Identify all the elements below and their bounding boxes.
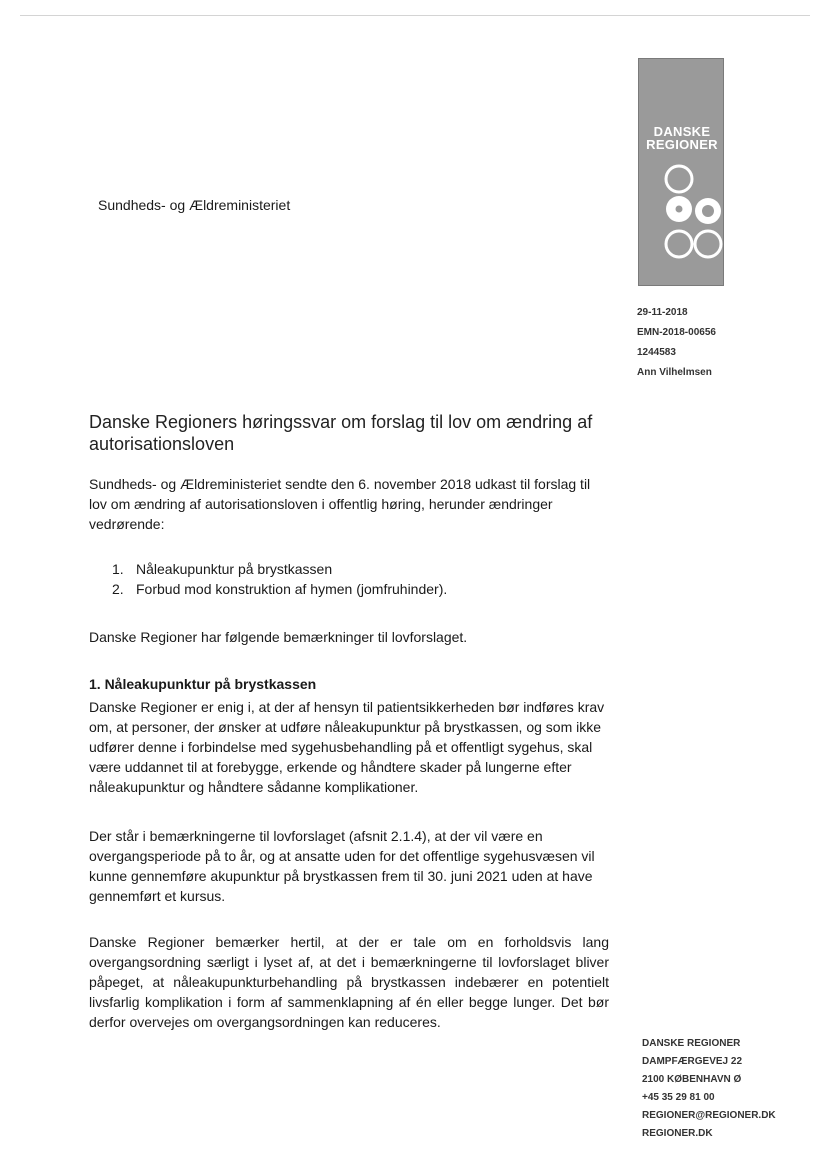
logo-circles-icon xyxy=(639,59,725,287)
list-item-text: Forbud mod konstruktion af hymen (jomfruhinder). xyxy=(136,581,448,597)
topic-list xyxy=(112,559,447,599)
meta-author: Ann Vilhelmsen xyxy=(637,367,712,378)
document-title: Danske Regioners høringssvar om forslag til lov om ændring af autorisationsloven xyxy=(89,412,593,454)
footer-org: DANSKE REGIONER xyxy=(642,1038,741,1049)
remarks-intro: Danske Regioner har følgende bemærkninger til lovforslaget. xyxy=(89,629,468,645)
intro-paragraph: Sundheds- og Ældreministeriet sendte den 6. november 2018 udkast til forslag til lov om ændring af autorisationsloven i offentlig høring, herunder ændringer vedrørende: xyxy=(89,476,591,532)
footer-email: REGIONER@REGIONER.DK xyxy=(642,1110,776,1121)
danske-regioner-logo xyxy=(638,58,724,286)
list-item-number: 1. xyxy=(112,561,124,577)
footer-address xyxy=(642,1035,776,1143)
recipient: Sundheds- og Ældreministeriet xyxy=(98,197,291,213)
meta-case-number: EMN-2018-00656 xyxy=(637,327,716,338)
footer-city: 2100 KØBENHAVN Ø xyxy=(642,1074,742,1085)
section-1-paragraph-3: Danske Regioner bemærker hertil, at der er tale om en forholdsvis lang overgangsordning særligt i lyset af, at det i bemærkningerne til lovforslaget bliver påpeget, at nåleakupunkturbehandling på brystkassen indebærer en potentielt livsfarlig komplikation i form af sammenklapning af én eller begge lunger. Det bør derfor overvejes om overgangsordningen kan reduceres. xyxy=(89,934,609,1030)
footer-street: DAMPFÆRGEVEJ 22 xyxy=(642,1056,743,1067)
section-1-paragraph-2: Der står i bemærkningerne til lovforslaget (afsnit 2.1.4), at der vil være en overgangsperiode på to år, og at ansatte uden for det offentlige sygehusvæsen vil kunne gennemføre akupunktur på brystkassen frem til 30. juni 2021 uden at have gennemført et kursus. xyxy=(89,828,595,904)
list-item-number: 2. xyxy=(112,581,124,597)
meta-date: 29-11-2018 xyxy=(637,307,688,318)
list-item-text: Nåleakupunktur på brystkassen xyxy=(136,561,333,577)
footer-web: REGIONER.DK xyxy=(642,1128,713,1139)
footer-phone: +45 35 29 81 00 xyxy=(642,1092,715,1103)
section-1-paragraph-1: Danske Regioner er enig i, at der af hensyn til patientsikkerheden bør indføres krav om, at personer, der ønsker at udføre nåleakupunktur på brystkassen, og som ikke udfører denne i forbindelse med sygehusbehandling på et offentligt sygehus, skal være uddannet til at forebygge, erkende og håndtere skader på lungerne efter nåleakupunktur og håndtere sådanne komplikationer. xyxy=(89,699,605,795)
list-item xyxy=(112,559,447,579)
section-1-heading: 1. Nåleakupunktur på brystkassen xyxy=(89,676,317,692)
list-item xyxy=(112,579,447,599)
logo-line-1: DANSKE xyxy=(653,124,711,139)
document-meta xyxy=(637,303,716,383)
meta-document-number: 1244583 xyxy=(637,347,676,358)
logo-line-2: REGIONER xyxy=(646,137,718,152)
top-rule xyxy=(20,15,810,16)
